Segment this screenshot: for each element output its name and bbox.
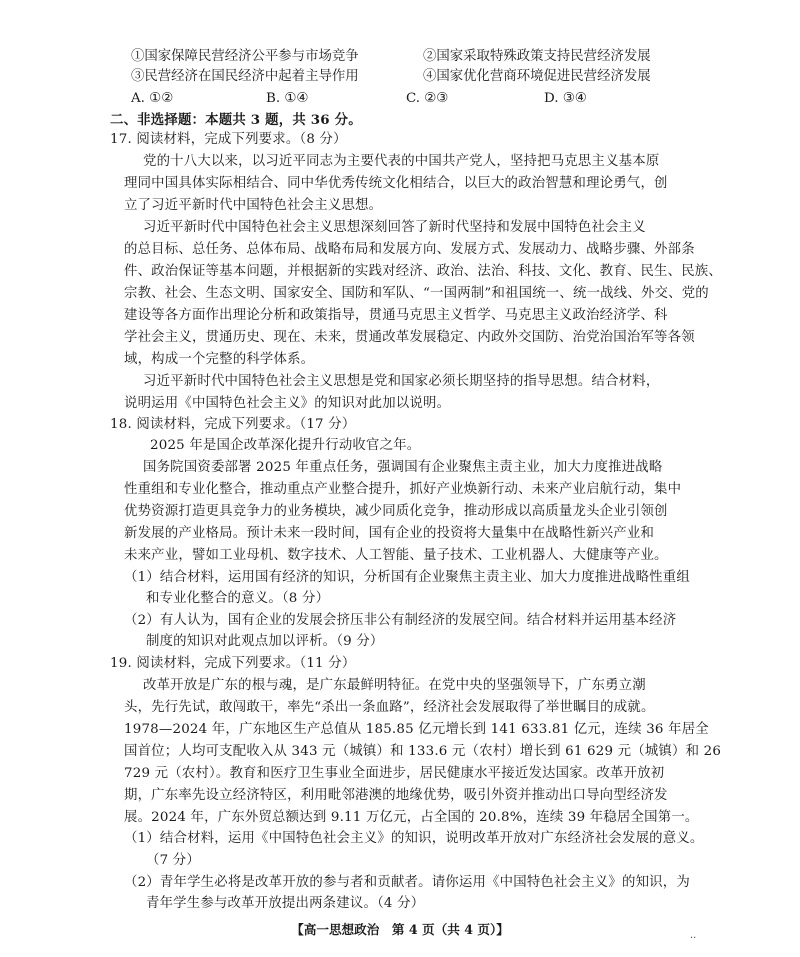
q16-option-b: B. ①④ [266, 91, 309, 106]
q19-line: 729 元（农村）。教育和医疗卫生事业全面进步，居民健康水平接近发达国家。改革开放初 [124, 766, 665, 781]
q17-line: 理同中国具体实际相结合、同中华优秀传统文化相结合，以巨大的政治智慧和理论勇气，创 [124, 176, 668, 191]
q17-title: 17. 阅读材料，完成下列要求。（8 分） [110, 132, 347, 147]
q17-line: 立了习近平新时代中国特色社会主义思想。 [124, 198, 383, 213]
page-footer: 【高一思想政治 第 4 页（共 4 页）】 [291, 922, 509, 937]
q19-subquestion-1-cont: （7 分） [146, 853, 200, 868]
corner-mark: .. [690, 930, 697, 941]
q17-line: 学社会主义，贯通历史、现在、未来，贯通改革发展稳定、内政外交国防、治党治国治军等各领 [124, 330, 695, 345]
q18-line: 2025 年是国企改革深化提升行动收官之年。 [150, 438, 421, 453]
q17-line: 习近平新时代中国特色社会主义思想深刻回答了新时代坚持和发展中国特色社会主义 [143, 220, 646, 235]
q17-question: 说明运用《中国特色社会主义》的知识对此加以说明。 [124, 396, 451, 411]
q19-subquestion-2-cont: 青年学生参与改革开放提出两条建议。（4 分） [146, 896, 425, 911]
q17-line: 域，构成一个完整的科学体系。 [124, 352, 315, 367]
q19-line: 展。2024 年，广东外贸总额达到 9.11 万亿元，占全国的 20.8%，连续 39 年稳居全国第一。 [124, 810, 699, 825]
q19-line: 期，广东率先设立经济特区，利用毗邻港澳的地缘优势，吸引外资并推动出口导向型经济发 [124, 788, 668, 803]
q19-subquestion-2: （2）青年学生必将是改革开放的参与者和贡献者。请你运用《中国特色社会主义》的知识，为 [124, 875, 690, 890]
q19-line: 国首位；人均可支配收入从 343 元（城镇）和 133.6 元（农村）增长到 61 629 元（城镇）和 26 [124, 744, 722, 759]
q16-statement-4: ④国家优化营商环境促进民营经济发展 [423, 69, 651, 84]
q17-question: 习近平新时代中国特色社会主义思想是党和国家必须长期坚持的指导思想。结合材料， [143, 374, 660, 389]
q17-line: 建设等各方面作出理论分析和政策指导，贯通马克思主义哲学、马克思主义政治经济学、科 [124, 308, 668, 323]
q19-line: 1978—2024 年，广东地区生产总值从 185.85 亿元增长到 141 633.81 亿元，连续 36 年居全 [124, 722, 709, 737]
q18-title: 18. 阅读材料，完成下列要求。（17 分） [110, 417, 356, 432]
q19-subquestion-1: （1）结合材料，运用《中国特色社会主义》的知识，说明改革开放对广东经济社会发展的意义。 [124, 831, 704, 846]
q16-statement-3: ③民营经济在国民经济中起着主导作用 [131, 69, 359, 84]
section-title: 二、非选择题：本题共 3 题，共 36 分。 [110, 112, 362, 128]
q18-subquestion-1: （1）结合材料，运用国有经济的知识，分析国有企业聚焦主责主业、加大力度推进战略性重组 [124, 570, 690, 585]
q16-option-a: A. ①② [131, 91, 174, 106]
q18-subquestion-2: （2）有人认为，国有企业的发展会挤压非公有制经济的发展空间。结合材料并运用基本经济 [124, 613, 677, 628]
q17-line: 的总目标、总任务、总体布局、战略布局和发展方向、发展方式、发展动力、战略步骤、外部条 [124, 242, 695, 257]
q16-option-c: C. ②③ [406, 91, 449, 106]
q18-line: 性重组和专业化整合，推动重点产业整合提升，抓好产业焕新行动、未来产业启航行动，集中 [124, 482, 682, 497]
q18-line: 国务院国资委部署 2025 年重点任务，强调国有企业聚焦主责主业，加大力度推进战略 [143, 460, 663, 475]
q18-subquestion-2-cont: 制度的知识对此观点加以评析。（9 分） [146, 634, 384, 649]
q19-title: 19. 阅读材料，完成下列要求。（11 分） [110, 656, 356, 671]
q16-statement-2: ②国家采取特殊政策支持民营经济发展 [423, 49, 651, 64]
q16-option-d: D. ③④ [544, 91, 587, 106]
q18-subquestion-1-cont: 和专业化整合的意义。（8 分） [146, 591, 330, 606]
q17-line: 宗教、社会、生态文明、国家安全、国防和军队、“一国两制”和祖国统一、统一战线、外交、党的 [124, 286, 709, 301]
q19-line: 头，先行先试，敢闯敢干，率先“杀出一条血路”，经济社会发展取得了举世瞩目的成就。 [124, 700, 655, 715]
q17-line: 党的十八大以来，以习近平同志为主要代表的中国共产党人，坚持把马克思主义基本原 [143, 154, 660, 169]
q16-statement-1: ①国家保障民营经济公平参与市场竞争 [131, 49, 359, 64]
q18-line: 未来产业，譬如工业母机、数字技术、人工智能、量子技术、工业机器人、大健康等产业。 [124, 548, 668, 563]
q17-line: 件、政治保证等基本问题，并根据新的实践对经济、政治、法治、科技、文化、教育、民生、民族、 [124, 264, 722, 279]
q18-line: 新发展的产业格局。预计未来一段时间，国有企业的投资将大量集中在战略性新兴产业和 [124, 526, 655, 541]
q19-line: 改革开放是广东的根与魂，是广东最鲜明特征。在党中央的坚强领导下，广东勇立潮 [143, 678, 646, 693]
q18-line: 优势资源打造更具竞争力的业务模块，减少同质化竞争，推动形成以高质量龙头企业引领创 [124, 504, 668, 519]
